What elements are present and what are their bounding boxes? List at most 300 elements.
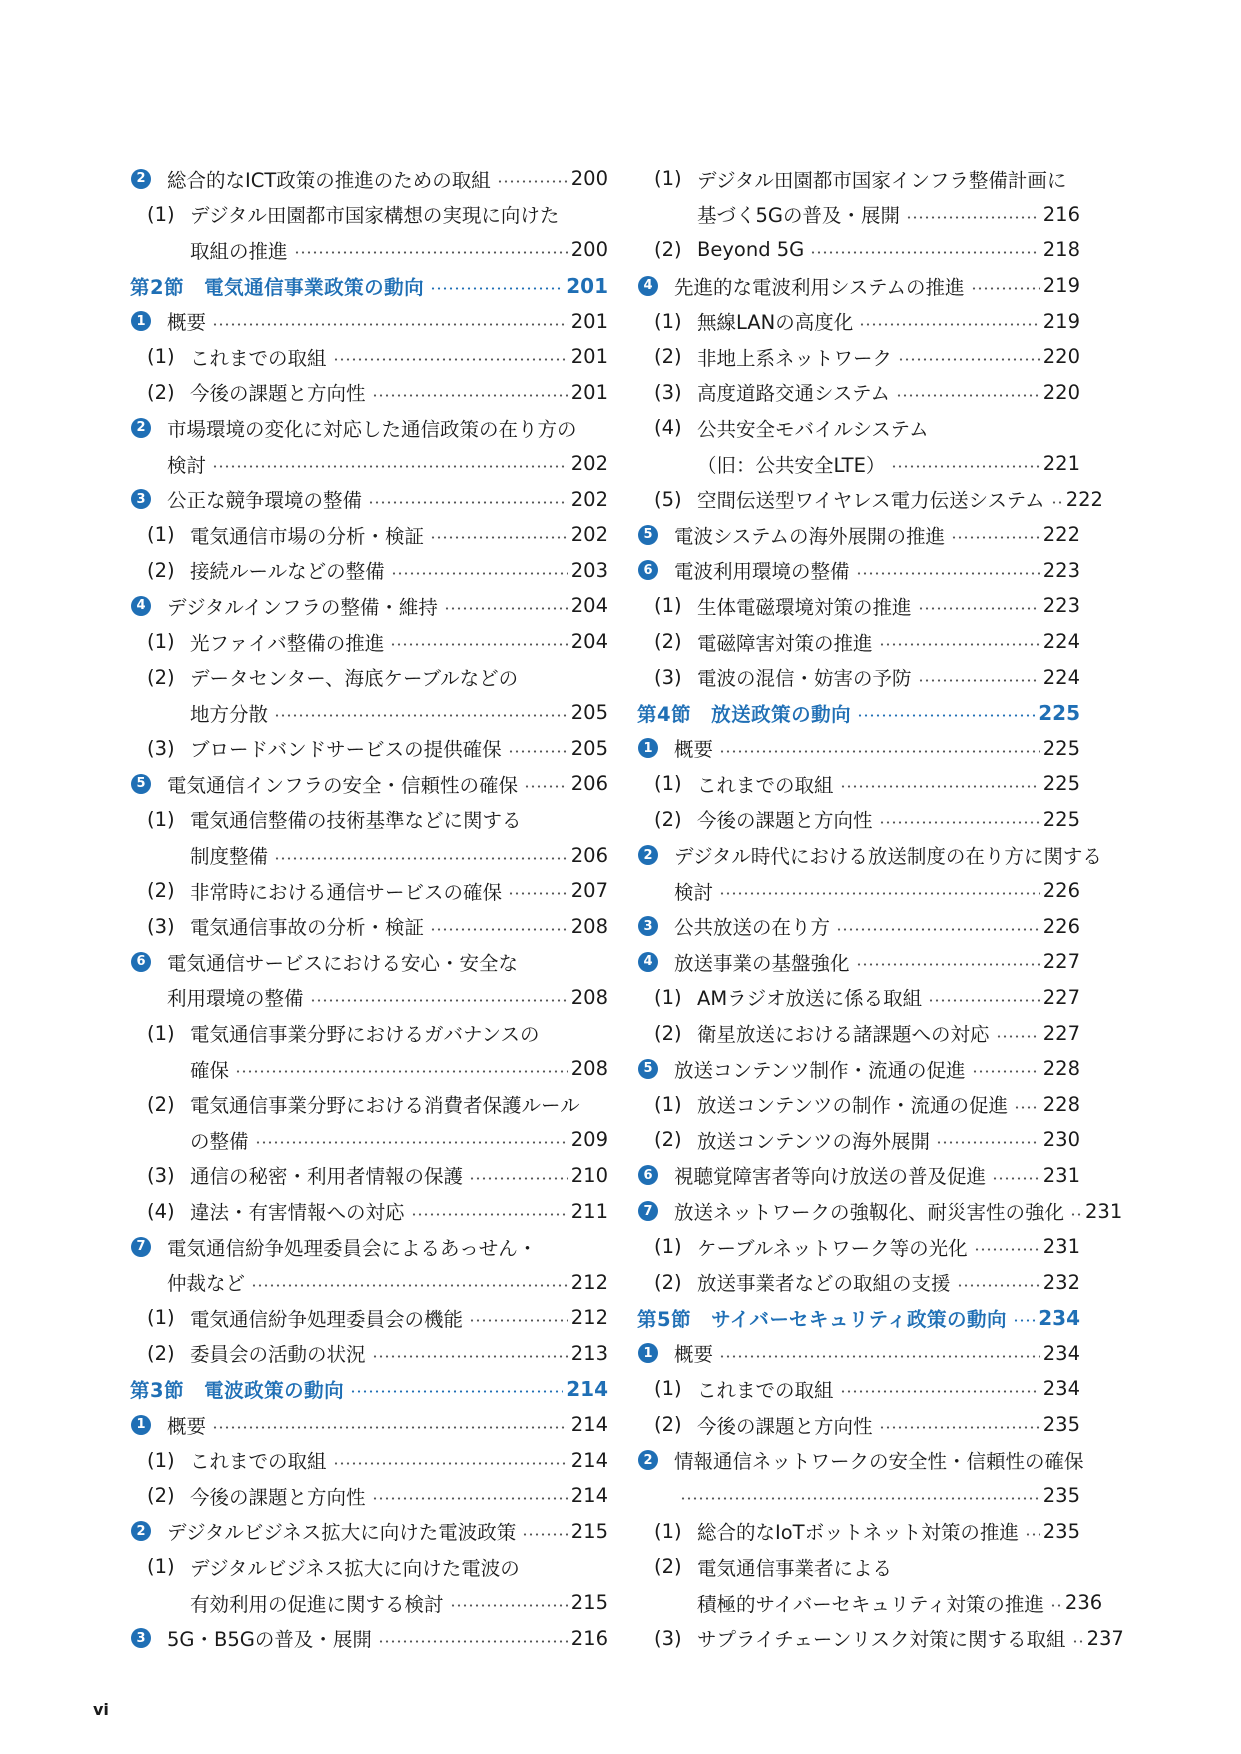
toc-entry	[130, 1264, 608, 1300]
entry-title: 空間伝送型ワイヤレス電力伝送システム	[697, 489, 1045, 513]
item-number-badge: 7	[131, 1237, 151, 1257]
toc-entry	[130, 731, 608, 767]
subitem-number: (1)	[147, 1448, 175, 1472]
dot-leader	[856, 572, 1040, 575]
dot-leader	[235, 1070, 568, 1073]
entry-title: 制度整備	[190, 845, 269, 869]
page-number: vi	[93, 1700, 109, 1719]
toc-entry	[637, 1229, 1080, 1265]
page-ref: 208	[570, 985, 608, 1009]
entry-title: 電気通信紛争処理委員会によるあっせん・	[167, 1236, 538, 1260]
toc-entry	[130, 232, 608, 268]
toc-entry	[637, 410, 1080, 446]
toc-entry	[130, 410, 608, 446]
dot-leader	[680, 1497, 1040, 1500]
entry-title: 今後の課題と方向性	[190, 1485, 366, 1509]
toc-left-column	[130, 161, 608, 1656]
dot-leader	[918, 679, 1040, 682]
dot-leader	[522, 1533, 568, 1536]
subitem-number: (1)	[654, 1377, 682, 1401]
toc-right-column	[637, 161, 1124, 1656]
page-ref: 222	[1042, 523, 1080, 547]
subitem-number: (3)	[147, 1163, 175, 1187]
subitem-number: (1)	[654, 1092, 682, 1116]
toc-entry	[637, 1442, 1084, 1478]
subitem-number: (1)	[147, 202, 175, 226]
page-ref: 227	[1042, 1021, 1080, 1045]
item-number-badge: 4	[638, 276, 658, 296]
toc-section-heading	[130, 268, 608, 304]
entry-title: 公共放送の在り方	[674, 916, 831, 940]
dot-leader	[918, 607, 1040, 610]
subitem-number: (2)	[147, 1341, 175, 1365]
entry-title: これまでの取組	[190, 346, 327, 370]
toc-entry	[637, 161, 1080, 197]
toc-entry	[637, 731, 1080, 767]
toc-entry	[637, 659, 1080, 695]
entry-title: デジタルインフラの整備・維持	[167, 595, 438, 619]
page-ref: 212	[570, 1306, 608, 1330]
dot-leader	[879, 1426, 1040, 1429]
entry-title: 公正な競争環境の整備	[167, 489, 363, 513]
subitem-number: (1)	[654, 309, 682, 333]
dot-leader	[719, 1355, 1040, 1358]
subitem-number: (4)	[654, 416, 682, 440]
item-number-badge: 1	[638, 738, 658, 758]
subitem-number: (1)	[147, 1306, 175, 1330]
item-number-badge: 5	[638, 525, 658, 545]
subitem-number: (1)	[654, 167, 682, 191]
dot-leader	[508, 892, 568, 895]
dot-leader	[212, 465, 568, 468]
dot-leader	[896, 394, 1040, 397]
entry-title: 放送事業者などの取組の支援	[697, 1272, 951, 1296]
entry-title: 光ファイバ整備の推進	[190, 631, 385, 655]
toc-section-heading	[130, 1371, 608, 1407]
page-ref: 235	[1042, 1519, 1080, 1543]
toc-entry	[130, 553, 608, 589]
toc-entry	[637, 1086, 1080, 1122]
entry-title: 第4節 放送政策の動向	[637, 702, 852, 726]
toc-entry	[130, 375, 608, 411]
item-number-badge: 7	[638, 1201, 658, 1221]
page-ref: 220	[1042, 345, 1080, 369]
item-number-badge: 2	[638, 845, 658, 865]
dot-leader	[274, 714, 568, 717]
page-ref: 237	[1086, 1626, 1124, 1650]
entry-title: AMラジオ放送に係る取組	[697, 987, 923, 1011]
dot-leader	[469, 1319, 568, 1322]
dot-leader	[891, 465, 1039, 468]
entry-title: デジタル田園都市国家インフラ整備計画に	[697, 168, 1067, 192]
subitem-number: (2)	[654, 1555, 682, 1579]
toc-entry	[637, 339, 1080, 375]
dot-leader	[1072, 1640, 1084, 1643]
toc-entry	[130, 873, 608, 909]
entry-title: 電気通信事業分野におけるガバナンスの	[190, 1023, 540, 1047]
dot-leader	[1051, 501, 1063, 504]
toc-entry	[130, 1193, 608, 1229]
toc-entry	[637, 837, 1102, 873]
subitem-number: (1)	[147, 1555, 175, 1579]
subitem-number: (2)	[147, 558, 175, 582]
toc-entry	[130, 1620, 608, 1656]
page-ref: 202	[570, 523, 608, 547]
entry-title: ケーブルネットワーク等の光化	[697, 1236, 968, 1260]
page-ref: 201	[570, 380, 608, 404]
page-ref: 215	[570, 1519, 608, 1543]
entry-title: 電気通信市場の分析・検証	[190, 524, 425, 548]
subitem-number: (2)	[654, 807, 682, 831]
dot-leader	[411, 1213, 568, 1216]
item-number-badge: 1	[131, 311, 151, 331]
dot-leader	[996, 1035, 1040, 1038]
entry-title: デジタル時代における放送制度の在り方に関する	[674, 845, 1102, 869]
toc-entry	[637, 1122, 1080, 1158]
page-ref: 208	[570, 914, 608, 938]
subitem-number: (2)	[654, 345, 682, 369]
page-ref: 204	[570, 630, 608, 654]
entry-title: 衛星放送における諸課題への対応	[697, 1023, 990, 1047]
dot-leader	[390, 643, 568, 646]
toc-entry	[130, 1478, 608, 1514]
dot-leader	[378, 1640, 568, 1643]
dot-leader	[936, 1141, 1040, 1144]
toc-entry	[130, 980, 608, 1016]
item-number-badge: 4	[131, 596, 151, 616]
dot-leader	[971, 287, 1040, 290]
entry-title: 視聴覚障害者等向け放送の普及促進	[674, 1165, 987, 1189]
page-ref: 224	[1042, 630, 1080, 654]
page-ref: 208	[570, 1057, 608, 1081]
dot-leader	[450, 1604, 568, 1607]
toc-entry	[130, 1122, 608, 1158]
subitem-number: (2)	[147, 380, 175, 404]
entry-title: 違法・有害情報への対応	[190, 1201, 405, 1225]
page-ref: 234	[1042, 1377, 1080, 1401]
entry-title: 電波利用環境の整備	[674, 560, 850, 584]
dot-leader	[444, 607, 568, 610]
toc-entry	[637, 1549, 1080, 1585]
dot-leader	[840, 785, 1040, 788]
dot-leader	[856, 963, 1040, 966]
toc-entry	[130, 1086, 608, 1122]
toc-entry	[637, 1478, 1080, 1514]
entry-title: データセンター、海底ケーブルなどの	[190, 667, 519, 691]
entry-title: デジタル田園都市国家構想の実現に向けた	[190, 204, 560, 228]
entry-title: 取組の推進	[190, 239, 288, 263]
toc-entry	[130, 1336, 608, 1372]
entry-title: デジタルビジネス拡大に向けた電波政策	[167, 1521, 517, 1545]
entry-title: 概要	[167, 311, 207, 335]
page-ref: 221	[1042, 452, 1080, 476]
page-ref: 204	[570, 594, 608, 618]
dot-leader	[508, 750, 568, 753]
subitem-number: (3)	[147, 914, 175, 938]
subitem-number: (1)	[654, 1235, 682, 1259]
page-ref: 230	[1042, 1128, 1080, 1152]
dot-leader	[274, 857, 568, 860]
entry-title: 第3節 電波政策の動向	[130, 1378, 345, 1402]
dot-leader	[255, 1141, 568, 1144]
item-number-badge: 3	[638, 916, 658, 936]
entry-title: デジタルビジネス拡大に向けた電波の	[190, 1556, 520, 1580]
toc-entry	[637, 481, 1103, 517]
page-ref: 225	[1042, 736, 1080, 760]
entry-title: 接続ルールなどの整備	[190, 560, 385, 584]
dot-leader	[372, 1497, 568, 1500]
dot-leader	[333, 358, 568, 361]
entry-title: 第5節 サイバーセキュリティ政策の動向	[637, 1307, 1007, 1331]
page-ref: 213	[570, 1341, 608, 1365]
page-ref: 219	[1042, 309, 1080, 333]
dot-leader	[430, 536, 568, 539]
subitem-number: (2)	[147, 665, 175, 689]
entry-title: 電気通信紛争処理委員会の機能	[190, 1307, 464, 1331]
dot-leader	[368, 501, 568, 504]
entry-title: 第2節 電気通信事業政策の動向	[130, 275, 425, 299]
toc-entry	[637, 197, 1080, 233]
page-ref: 225	[1042, 807, 1080, 831]
page-ref: 234	[1038, 1305, 1080, 1330]
entry-title: 有効利用の促進に関する検討	[190, 1592, 444, 1616]
page-ref: 220	[1042, 380, 1080, 404]
page-ref: 226	[1042, 879, 1080, 903]
page-ref: 219	[1042, 274, 1080, 298]
toc-entry	[637, 802, 1080, 838]
toc-entry	[637, 766, 1080, 802]
entry-title: 非常時における通信サービスの確保	[190, 880, 503, 904]
subitem-number: (1)	[147, 345, 175, 369]
toc-entry	[637, 268, 1080, 304]
page-ref: 223	[1042, 558, 1080, 582]
page-ref: 232	[1042, 1270, 1080, 1294]
page-ref: 214	[570, 1448, 608, 1472]
page-ref: 209	[570, 1128, 608, 1152]
dot-leader	[372, 394, 568, 397]
dot-leader	[294, 251, 568, 254]
entry-title: 非地上系ネットワーク	[697, 346, 893, 370]
page-ref: 227	[1042, 985, 1080, 1009]
item-number-badge: 2	[131, 418, 151, 438]
dot-leader	[1014, 1106, 1040, 1109]
dot-leader	[857, 714, 1035, 717]
dot-leader	[333, 1462, 568, 1465]
toc-entry	[130, 624, 608, 660]
dot-leader	[879, 821, 1040, 824]
entry-title: 概要	[167, 1414, 207, 1438]
toc-entry	[130, 1442, 608, 1478]
entry-title: 電気通信事業分野における消費者保護ルール	[190, 1094, 580, 1118]
entry-title: 利用環境の整備	[167, 987, 304, 1011]
page-ref: 236	[1064, 1591, 1103, 1615]
dot-leader	[719, 892, 1040, 895]
dot-leader	[1050, 1604, 1062, 1607]
page-ref: 214	[570, 1484, 608, 1508]
toc-entry	[637, 232, 1080, 268]
dot-leader	[251, 1284, 568, 1287]
toc-entry	[637, 517, 1080, 553]
toc-entry	[130, 802, 608, 838]
page-ref: 222	[1065, 487, 1103, 511]
toc-entry	[637, 944, 1080, 980]
dot-leader	[957, 1284, 1040, 1287]
page-ref: 207	[570, 879, 608, 903]
page-ref: 224	[1042, 665, 1080, 689]
dot-leader	[497, 180, 568, 183]
entry-title: 電気通信整備の技術基準などに関する	[190, 809, 522, 833]
toc-entry	[637, 873, 1080, 909]
entry-title: ブロードバンドサービスの提供確保	[190, 738, 502, 762]
toc-entry	[130, 695, 608, 731]
page-ref: 234	[1042, 1341, 1080, 1365]
page-ref: 210	[570, 1163, 608, 1187]
toc-entry	[130, 339, 608, 375]
toc-entry	[637, 1514, 1080, 1550]
toc-entry	[637, 1371, 1080, 1407]
page-ref: 228	[1042, 1057, 1080, 1081]
item-number-badge: 1	[638, 1343, 658, 1363]
toc-entry	[130, 766, 608, 802]
toc-entry	[130, 1229, 608, 1265]
dot-leader	[350, 1390, 563, 1393]
subitem-number: (3)	[654, 1626, 682, 1650]
page-ref: 206	[570, 843, 608, 867]
entry-title: 基づく5Gの普及・展開	[697, 204, 901, 228]
dot-leader	[972, 1070, 1040, 1073]
dot-leader	[1070, 1213, 1082, 1216]
page-ref: 201	[566, 273, 608, 298]
subitem-number: (2)	[654, 1021, 682, 1045]
toc-entry	[637, 1620, 1124, 1656]
page-ref: 206	[570, 772, 608, 796]
subitem-number: (5)	[654, 487, 682, 511]
entry-title: 電磁障害対策の推進	[697, 631, 873, 655]
toc-entry	[130, 908, 608, 944]
dot-leader	[974, 1248, 1040, 1251]
entry-title: 検討	[674, 880, 714, 904]
toc-entry	[130, 837, 608, 873]
dot-leader	[898, 358, 1040, 361]
entry-title: 公共安全モバイルシステム	[697, 417, 929, 441]
entry-title: 確保	[190, 1058, 230, 1082]
dot-leader	[1013, 1319, 1035, 1322]
entry-title: 総合的なIoTボットネット対策の推進	[697, 1521, 1019, 1545]
entry-title: 放送コンテンツ制作・流通の促進	[674, 1058, 966, 1082]
entry-title: 市場環境の変化に対応した通信政策の在り方の	[167, 417, 577, 441]
dot-leader	[719, 750, 1040, 753]
toc-entry	[637, 1336, 1080, 1372]
entry-title: Beyond 5G	[697, 238, 805, 262]
subitem-number: (2)	[654, 1413, 682, 1437]
entry-title: 電気通信事故の分析・検証	[190, 916, 425, 940]
entry-title: 検討	[167, 453, 207, 477]
subitem-number: (4)	[147, 1199, 175, 1223]
toc-entry	[130, 161, 608, 197]
toc-entry	[637, 1264, 1080, 1300]
toc-entry	[637, 1585, 1103, 1621]
item-number-badge: 6	[638, 1165, 658, 1185]
subitem-number: (1)	[147, 1021, 175, 1045]
entry-title: 放送事業の基盤強化	[674, 951, 850, 975]
subitem-number: (1)	[654, 1519, 682, 1543]
dot-leader	[524, 785, 568, 788]
toc-entry	[130, 303, 608, 339]
subitem-number: (2)	[654, 238, 682, 262]
entry-title: 今後の課題と方向性	[697, 1414, 873, 1438]
toc-entry	[130, 1407, 608, 1443]
page-ref: 225	[1042, 772, 1080, 796]
toc-entry	[637, 446, 1080, 482]
dot-leader	[906, 216, 1040, 219]
toc-entry	[130, 1300, 608, 1336]
subitem-number: (1)	[147, 807, 175, 831]
dot-leader	[836, 928, 1040, 931]
page-ref: 228	[1042, 1092, 1080, 1116]
toc-section-heading	[637, 1300, 1080, 1336]
toc-entry	[130, 1585, 608, 1621]
page-ref: 225	[1038, 700, 1080, 725]
dot-leader	[879, 643, 1040, 646]
item-number-badge: 5	[638, 1059, 658, 1079]
subitem-number: (2)	[147, 879, 175, 903]
entry-title: 電波システムの海外展開の推進	[674, 524, 946, 548]
subitem-number: (2)	[654, 630, 682, 654]
item-number-badge: 2	[131, 169, 151, 189]
page-ref: 215	[570, 1591, 608, 1615]
item-number-badge: 2	[638, 1450, 658, 1470]
dot-leader	[212, 1426, 568, 1429]
entry-title: これまでの取組	[190, 1450, 327, 1474]
entry-title: 電気通信インフラの安全・信頼性の確保	[167, 773, 519, 797]
toc-entry	[130, 588, 608, 624]
entry-title: 高度道路交通システム	[697, 382, 891, 406]
dot-leader	[391, 572, 568, 575]
subitem-number: (2)	[654, 1270, 682, 1294]
item-number-badge: 6	[638, 560, 658, 580]
entry-title: これまでの取組	[697, 1378, 834, 1402]
entry-title: 5G・B5Gの普及・展開	[167, 1628, 372, 1652]
dot-leader	[810, 251, 1039, 254]
page-ref: 216	[1042, 202, 1080, 226]
dot-leader	[840, 1390, 1040, 1393]
entry-title: 生体電磁環境対策の推進	[697, 595, 912, 619]
entry-title: 概要	[674, 1343, 714, 1367]
dot-leader	[430, 928, 568, 931]
toc-entry	[637, 908, 1080, 944]
page-ref: 201	[570, 345, 608, 369]
entry-title: 地方分散	[190, 702, 269, 726]
entry-title: 情報通信ネットワークの安全性・信頼性の確保	[674, 1450, 1084, 1474]
entry-title: 仲裁など	[167, 1272, 246, 1296]
toc-entry	[637, 1051, 1080, 1087]
page-ref: 212	[570, 1270, 608, 1294]
item-number-badge: 3	[131, 489, 151, 509]
toc-entry	[130, 659, 608, 695]
entry-title: 積極的サイバーセキュリティ対策の推進	[697, 1592, 1044, 1616]
dot-leader	[212, 323, 568, 326]
toc-entry	[130, 1514, 608, 1550]
page-ref: 200	[570, 167, 608, 191]
toc-entry	[130, 944, 608, 980]
subitem-number: (3)	[654, 665, 682, 689]
entry-title: 放送ネットワークの強靱化、耐災害性の強化	[674, 1201, 1065, 1225]
subitem-number: (3)	[147, 736, 175, 760]
entry-title: これまでの取組	[697, 773, 834, 797]
item-number-badge: 4	[638, 952, 658, 972]
toc-entry	[130, 517, 608, 553]
entry-title: 電波の混信・妨害の予防	[697, 667, 912, 691]
